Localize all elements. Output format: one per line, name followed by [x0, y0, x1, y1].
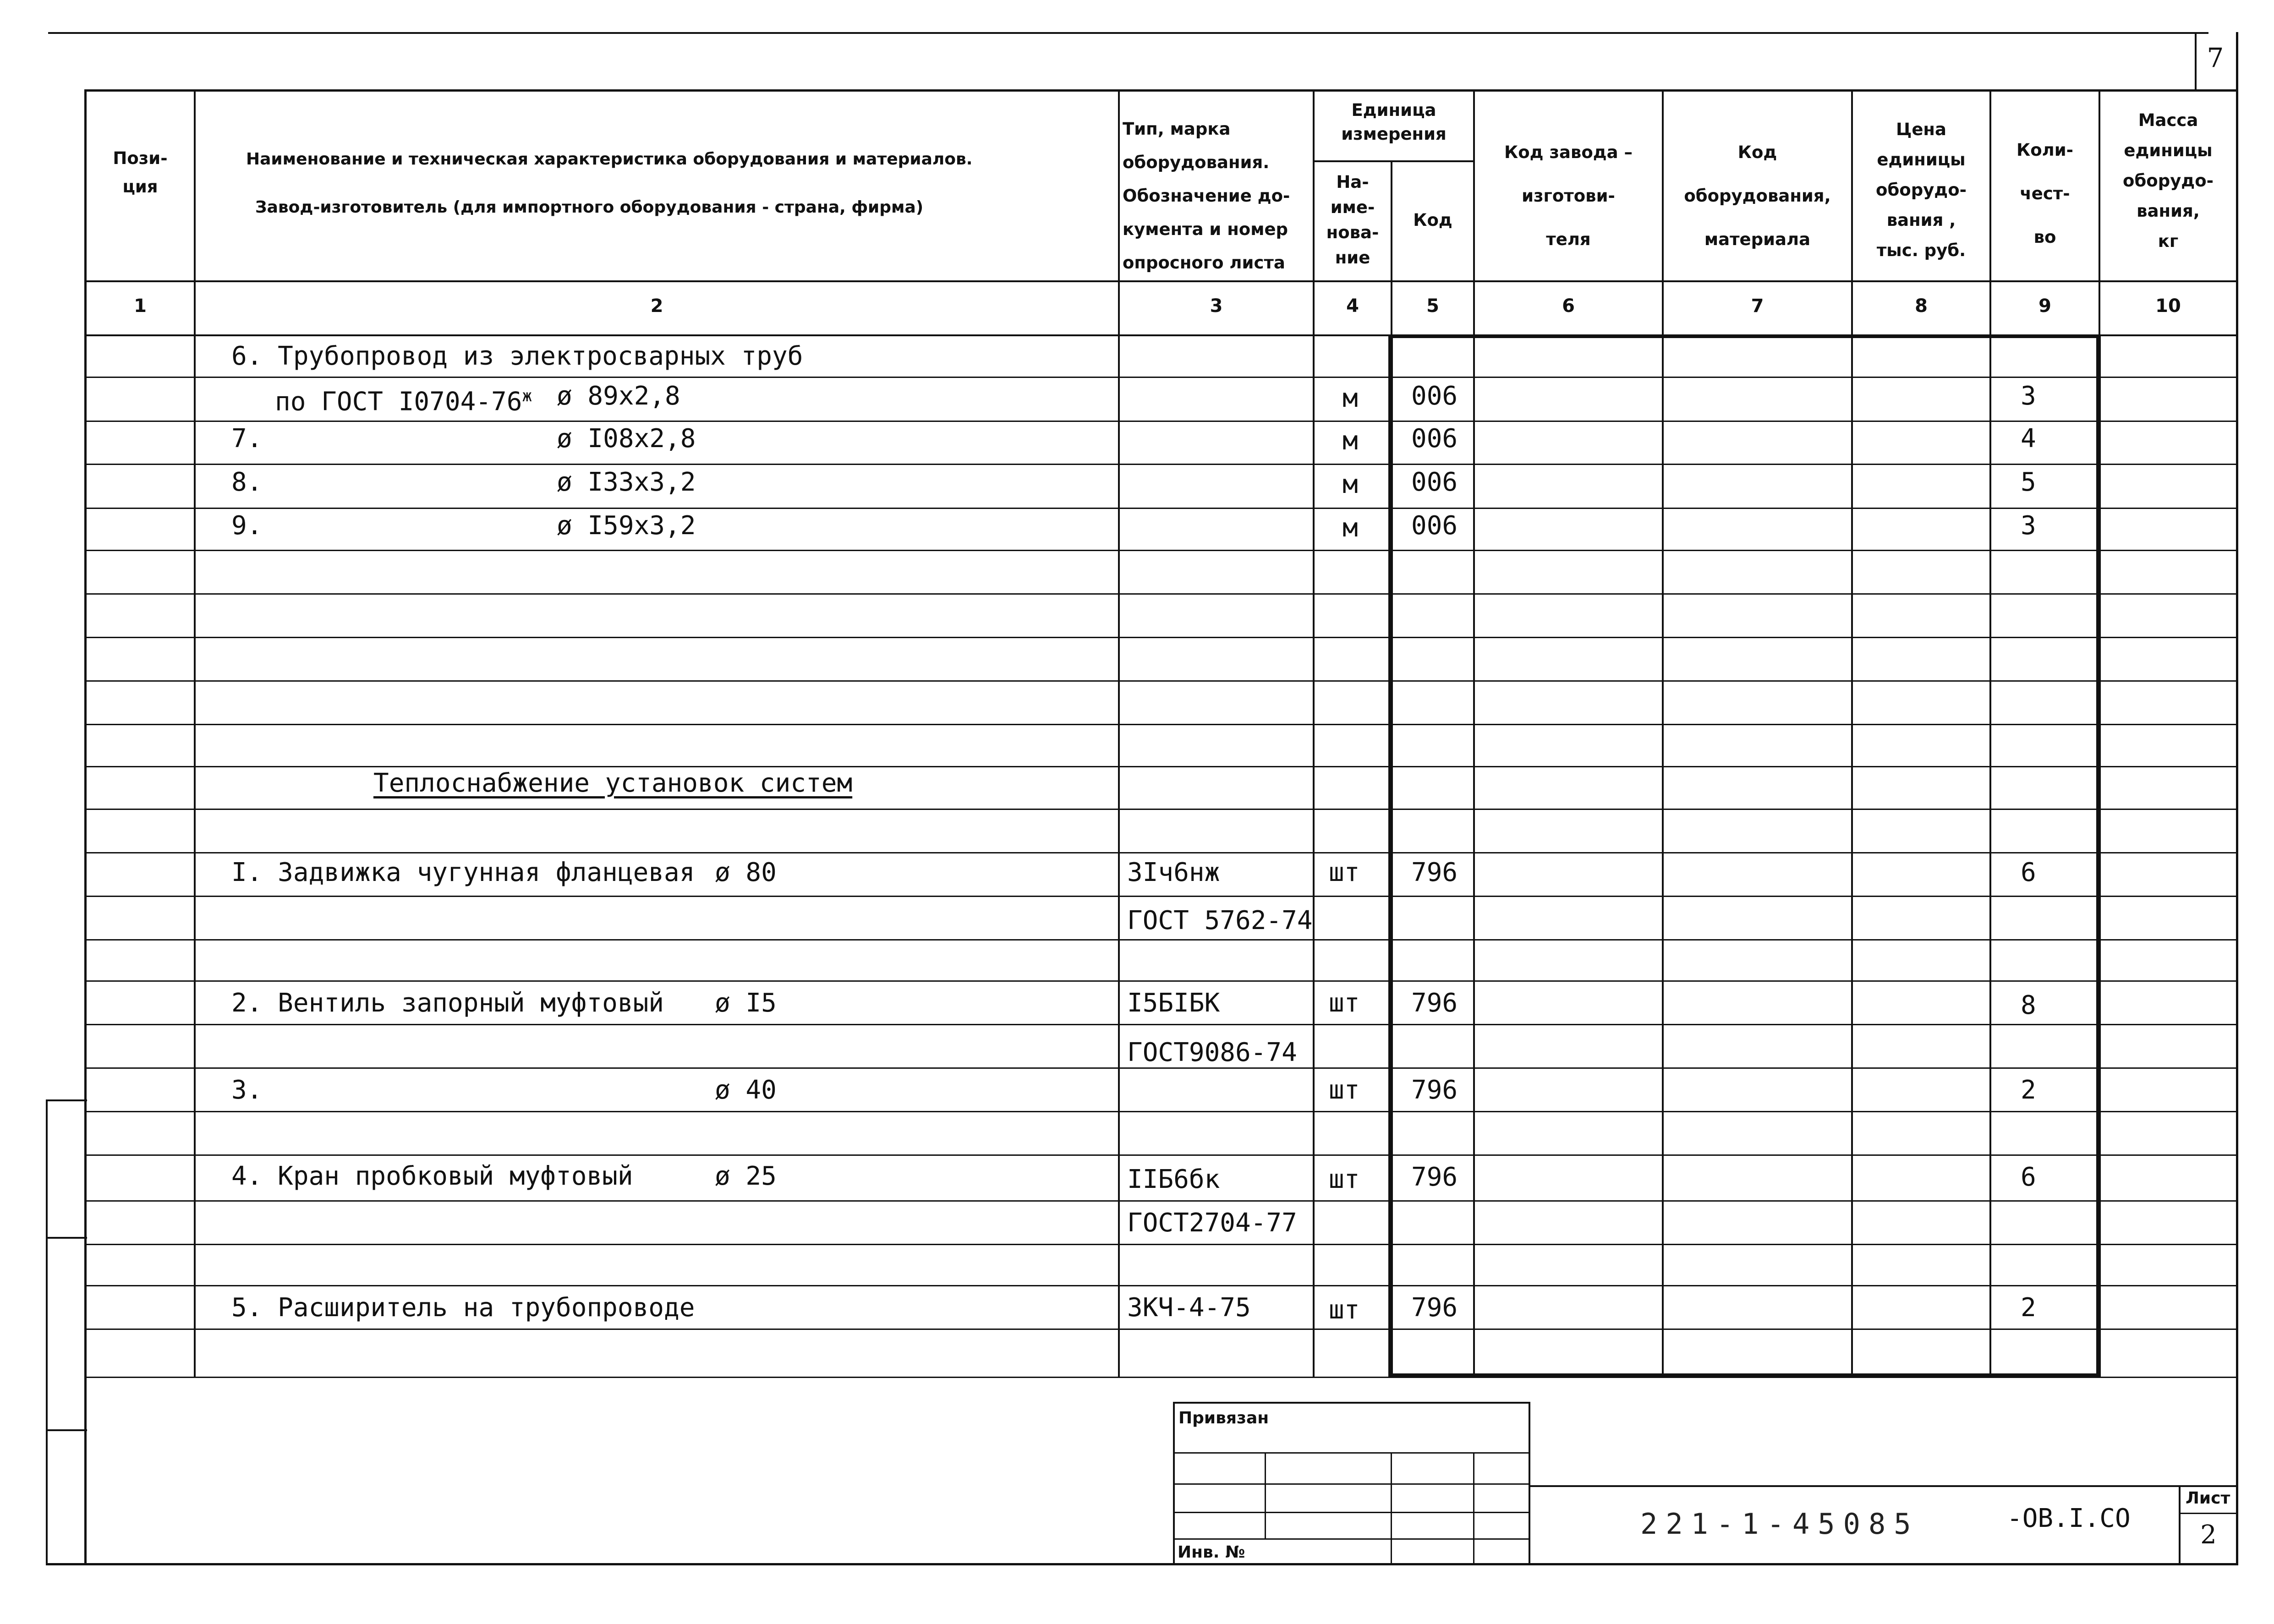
stamp-list-label: Лист [2186, 1489, 2230, 1508]
row-line-3 [85, 508, 2238, 509]
row-line-17 [85, 1111, 2238, 1112]
row-6-dia: ø 80 [715, 858, 777, 887]
header-col8: Цена единицы оборудо- вания , тыс. руб. [1876, 120, 1967, 260]
row-3-unit: м [1342, 470, 1358, 499]
row-13-type: 3КЧ-4-75 [1127, 1293, 1251, 1323]
row-2-dia: ø I08x2,8 [557, 424, 696, 454]
colnum-9: 9 [2038, 295, 2051, 317]
row-7-type: ГОСТ 5762-74 [1127, 906, 1313, 935]
row-8-name: 2. Вентиль запорный муфтовый [231, 988, 664, 1018]
row-3-code: 006 [1411, 467, 1458, 497]
row-line-19 [85, 1200, 2238, 1202]
colnum-1: 1 [134, 295, 147, 317]
row-1-qty: 3 [2021, 381, 2036, 411]
frame-bottom [46, 1563, 2238, 1565]
row-line-15 [85, 1024, 2238, 1025]
row-line-10 [85, 809, 2238, 810]
row-line-1 [85, 421, 2238, 422]
row-11-code: 796 [1411, 1162, 1458, 1192]
row-line-5 [85, 593, 2238, 595]
row-line-14 [85, 980, 2238, 982]
stamp-doc-suffix: -ОВ.I.СО [2007, 1504, 2131, 1533]
row-line-16 [85, 1067, 2238, 1069]
header-col1: Пози- ция [113, 148, 168, 197]
top-border [48, 32, 2208, 34]
row-12-type: ГОСТ2704-77 [1127, 1208, 1297, 1238]
row-4-code: 006 [1411, 511, 1458, 541]
colnum-5: 5 [1426, 295, 1439, 317]
row-11-qty: 6 [2021, 1162, 2036, 1192]
header-unit-group: Единица измерения [1341, 100, 1447, 144]
row-2-name: 7. [231, 424, 263, 454]
row-8-code: 796 [1411, 988, 1458, 1018]
stamp-privyazan: Привязан [1178, 1409, 1269, 1427]
frame-right [2236, 32, 2238, 1564]
colnum-3: 3 [1210, 295, 1223, 317]
row-13-unit: шт [1329, 1295, 1360, 1325]
header-col10: Масса единицы оборудо- вания, кг [2123, 110, 2214, 251]
row-line-8 [85, 724, 2238, 725]
row-6-type: 3Iч6нж [1127, 858, 1220, 887]
colnum-7: 7 [1751, 295, 1764, 317]
row-11-name: 4. Кран пробковый муфтовый [231, 1161, 633, 1191]
colnum-8: 8 [1915, 295, 1928, 317]
row-line-4 [85, 550, 2238, 551]
row-10-name: 3. [231, 1075, 263, 1105]
row-line-7 [85, 680, 2238, 682]
row-line-23 [85, 1377, 2238, 1378]
row-10-code: 796 [1411, 1075, 1458, 1105]
header-col2: Наименование и техническая характеристика оборудования и материалов. Завод-изготовитель (для импортного оборудования - страна, фирма) [246, 150, 973, 217]
row-line-11 [85, 852, 2238, 853]
row-0-name: 6. Трубопровод из электросварных труб [231, 341, 803, 371]
header-col6: Код завода – изготови- теля [1504, 142, 1633, 249]
row-8-unit: шт [1329, 988, 1360, 1018]
row-4-qty: 3 [2021, 511, 2036, 541]
row-10-dia: ø 40 [715, 1075, 777, 1105]
row-6-code: 796 [1411, 858, 1458, 887]
row-1-dia: ø 89x2,8 [557, 381, 680, 411]
row-13-code: 796 [1411, 1293, 1458, 1323]
colnum-6: 6 [1562, 295, 1575, 317]
row-2-qty: 4 [2021, 424, 2036, 454]
colnum-10: 10 [2155, 295, 2181, 317]
row-4-dia: ø I59x3,2 [557, 511, 696, 541]
row-3-qty: 5 [2021, 467, 2036, 497]
stamp-inv-no: Инв. № [1178, 1543, 1245, 1562]
row-10-unit: шт [1329, 1075, 1360, 1105]
row-11-type: IIБ6бк [1127, 1165, 1220, 1194]
section-heading: Теплоснабжение установок систем [373, 768, 853, 798]
header-col3: Тип, марка оборудования. Обозначение до- кумента и номер опросного листа [1123, 119, 1290, 273]
row-2-unit: м [1342, 426, 1358, 456]
row-4-name: 9. [231, 511, 263, 541]
row-line-18 [85, 1154, 2238, 1156]
row-13-qty: 2 [2021, 1293, 2036, 1323]
row-line-9 [85, 766, 2238, 767]
row-8-qty: 8 [2021, 990, 2036, 1020]
row-6-name: I. Задвижка чугунная фланцевая [231, 858, 695, 887]
row-10-qty: 2 [2021, 1075, 2036, 1105]
row-1-code: 006 [1411, 381, 1458, 411]
row-4-unit: м [1342, 513, 1358, 543]
header-col4: На- име- нова- ние [1326, 172, 1379, 268]
row-6-qty: 6 [2021, 858, 2036, 887]
stamp-doc-code: 221-1-45085 [1640, 1507, 1919, 1541]
row-3-name: 8. [231, 467, 263, 497]
row-6-unit: шт [1329, 858, 1360, 887]
row-line-6 [85, 637, 2238, 638]
row-3-dia: ø I33x3,2 [557, 467, 696, 497]
row-11-dia: ø 25 [715, 1161, 777, 1191]
frame-top [85, 89, 2238, 92]
header-col7: Код оборудования, материала [1684, 142, 1831, 249]
row-9-type: ГОСТ9086-74 [1127, 1038, 1297, 1067]
row-line-22 [85, 1329, 2238, 1330]
row-line-21 [85, 1285, 2238, 1286]
row-line-2 [85, 464, 2238, 465]
row-line-12 [85, 896, 2238, 897]
row-line-0 [85, 377, 2238, 378]
row-2-code: 006 [1411, 424, 1458, 454]
stamp-list-no: 2 [2200, 1520, 2217, 1550]
row-line-20 [85, 1244, 2238, 1245]
colnum-2: 2 [650, 295, 663, 317]
colnum-4: 4 [1346, 295, 1359, 317]
row-8-dia: ø I5 [715, 988, 777, 1018]
row-1-name: по ГОСТ $I0704-76^ж$ [275, 387, 532, 417]
sheet-corner-number: 7 [2207, 42, 2224, 73]
row-13-name: 5. Расширитель на трубопроводе [231, 1293, 695, 1323]
row-1-unit: м [1342, 383, 1358, 413]
header-col9: Коли- чест- во [2016, 140, 2074, 247]
row-line-13 [85, 939, 2238, 940]
header-bottom-line [85, 280, 2238, 282]
row-8-type: I5БIБК [1127, 988, 1220, 1018]
header-col5: Код [1413, 210, 1452, 230]
row-11-unit: шт [1329, 1165, 1360, 1194]
